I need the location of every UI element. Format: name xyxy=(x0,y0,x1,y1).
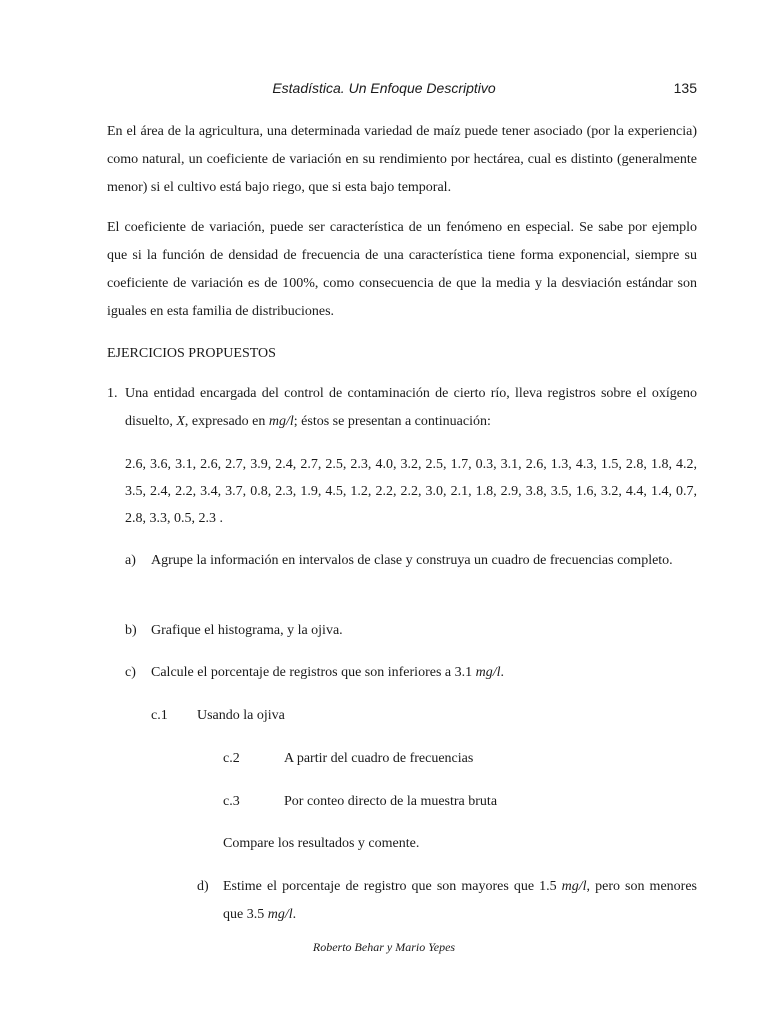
item-c-marker: c) xyxy=(125,665,136,680)
item-c-unit: mg/l xyxy=(475,665,501,680)
item-a-text: Agrupe la información en intervalos de clase y construya un cuadro de frecuencias completo. xyxy=(151,553,673,568)
item-c-text-end: . xyxy=(500,665,504,680)
exercise-text-start: Una entidad encargada del control de contaminación de cierto río, lleva registros sobre el oxígeno disuelto, xyxy=(125,386,697,429)
item-d-text-end: . xyxy=(292,907,297,922)
item-c1-text: Usando la ojiva xyxy=(197,708,285,723)
item-c-text xyxy=(151,659,697,687)
item-d-marker: d) xyxy=(197,879,209,894)
page-number: 135 xyxy=(673,80,697,96)
paragraph-coefficient: El coeficiente de variación, puede ser característica de un fenómeno en especial. Se sabe por ejemplo que si la función de densidad de frecuencia de una característica tiene forma exponencial, siempre su coeficiente de variación es de 100%, como consecuencia de que la media y la desviación estándar son iguales en esta familia de distribuciones. xyxy=(107,220,697,319)
item-b-marker: b) xyxy=(125,623,137,638)
item-d-unit-1: mg/l xyxy=(561,879,587,894)
exercise-text-mid: , expresado en xyxy=(184,414,269,429)
item-c3-text: Por conteo directo de la muestra bruta xyxy=(284,794,498,809)
item-c2-marker: c.2 xyxy=(223,751,240,766)
item-a-marker: a) xyxy=(125,553,136,568)
footer-authors: Roberto Behar y Mario Yepes xyxy=(312,940,456,954)
item-c3-marker: c.3 xyxy=(223,794,240,809)
variable-x: X xyxy=(176,414,185,429)
exercise-number: 1. xyxy=(107,386,118,401)
item-c-text-start: Calcule el porcentaje de registros que son inferiores a 3.1 xyxy=(151,665,476,680)
item-d-text-start: Estime el porcentaje de registro que son mayores que 1.5 xyxy=(223,879,562,894)
item-b-text: Grafique el histograma, y la ojiva. xyxy=(151,623,343,638)
running-header-title: Estadística. Un Enfoque Descriptivo xyxy=(272,80,496,96)
section-heading: EJERCICIOS PROPUESTOS xyxy=(107,346,276,361)
item-c2-text: A partir del cuadro de frecuencias xyxy=(284,751,474,766)
paragraph-agriculture: En el área de la agricultura, una determinada variedad de maíz puede tener asociado (por la experiencia) como natural, un coeficiente de variación en su rendimiento por hectárea, cual es distinto (generalmente menor) si el cultivo está bajo riego, que si esta bajo temporal. xyxy=(107,124,697,195)
exercise-text-end: ; éstos se presentan a continuación: xyxy=(293,414,491,429)
compare-instruction: Compare los resultados y comente. xyxy=(223,836,420,851)
unit-mgl: mg/l xyxy=(268,414,294,429)
exercise-statement xyxy=(125,380,697,436)
item-d-unit-2: mg/l xyxy=(267,907,293,922)
item-d-text-mid: , pero son menores que 3.5 xyxy=(223,879,697,922)
item-d-text xyxy=(223,873,697,929)
item-c1-marker: c.1 xyxy=(151,708,168,723)
oxygen-data-list: 2.6, 3.6, 3.1, 2.6, 2.7, 3.9, 2.4, 2.7, 2.5, 2.3, 4.0, 3.2, 2.5, 1.7, 0.3, 3.1, 2.6, 1.3, 4.3, 1.5, 2.8, 1.8, 4.2, 3.5, 2.4, 2.2, 3.4, 3.7, 0.8, 2.3, 1.9, 4.5, 1.2, 2.2, 2.2, 3.0, 2.1, 1.8, 2.9, 3.8, 3.5, 1.6, 3.2, 4.4, 1.4, 0.7, 2.8, 3.3, 0.5, 2.3 . xyxy=(125,457,697,526)
